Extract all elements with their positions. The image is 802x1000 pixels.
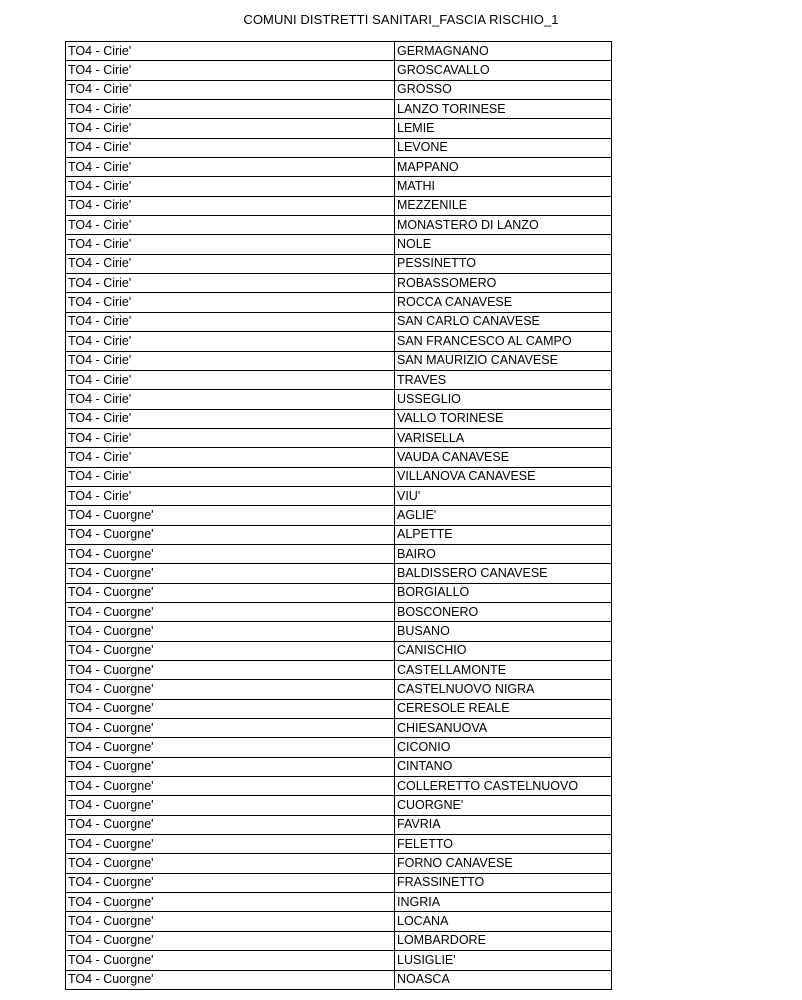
district-cell: TO4 - Cirie' bbox=[66, 409, 395, 428]
table-row bbox=[66, 235, 612, 254]
table-row bbox=[66, 409, 612, 428]
district-cell: TO4 - Cuorgne' bbox=[66, 544, 395, 563]
comune-cell: USSEGLIO bbox=[395, 390, 612, 409]
table-row bbox=[66, 351, 612, 370]
comune-cell: COLLERETTO CASTELNUOVO bbox=[395, 777, 612, 796]
district-cell: TO4 - Cirie' bbox=[66, 80, 395, 99]
district-cell: TO4 - Cirie' bbox=[66, 351, 395, 370]
table-row bbox=[66, 370, 612, 389]
comune-cell: LOCANA bbox=[395, 912, 612, 931]
comune-cell: MATHI bbox=[395, 177, 612, 196]
district-cell: TO4 - Cirie' bbox=[66, 486, 395, 505]
district-cell: TO4 - Cirie' bbox=[66, 370, 395, 389]
comune-cell: LEMIE bbox=[395, 119, 612, 138]
table-row bbox=[66, 274, 612, 293]
table-row bbox=[66, 564, 612, 583]
comune-cell: GROSCAVALLO bbox=[395, 61, 612, 80]
document-title: COMUNI DISTRETTI SANITARI_FASCIA RISCHIO_1 bbox=[243, 12, 559, 27]
table-row bbox=[66, 544, 612, 563]
table-row bbox=[66, 428, 612, 447]
district-cell: TO4 - Cirie' bbox=[66, 428, 395, 447]
district-cell: TO4 - Cuorgne' bbox=[66, 506, 395, 525]
comune-cell: TRAVES bbox=[395, 370, 612, 389]
comune-cell: AGLIE' bbox=[395, 506, 612, 525]
district-cell: TO4 - Cirie' bbox=[66, 293, 395, 312]
comune-cell: VARISELLA bbox=[395, 428, 612, 447]
table-row bbox=[66, 738, 612, 757]
district-cell: TO4 - Cuorgne' bbox=[66, 835, 395, 854]
comune-cell: PESSINETTO bbox=[395, 254, 612, 273]
table-row bbox=[66, 815, 612, 834]
table-row bbox=[66, 525, 612, 544]
district-cell: TO4 - Cirie' bbox=[66, 467, 395, 486]
comune-cell: ROBASSOMERO bbox=[395, 274, 612, 293]
district-cell: TO4 - Cirie' bbox=[66, 177, 395, 196]
table-row bbox=[66, 777, 612, 796]
table-row bbox=[66, 119, 612, 138]
district-cell: TO4 - Cuorgne' bbox=[66, 719, 395, 738]
district-cell: TO4 - Cirie' bbox=[66, 274, 395, 293]
comuni-table-body bbox=[66, 42, 612, 990]
table-row bbox=[66, 80, 612, 99]
comune-cell: FORNO CANAVESE bbox=[395, 854, 612, 873]
comune-cell: VALLO TORINESE bbox=[395, 409, 612, 428]
comuni-table bbox=[65, 41, 612, 990]
comune-cell: BOSCONERO bbox=[395, 602, 612, 621]
district-cell: TO4 - Cuorgne' bbox=[66, 873, 395, 892]
table-row bbox=[66, 138, 612, 157]
table-row bbox=[66, 699, 612, 718]
table-row bbox=[66, 486, 612, 505]
district-cell: TO4 - Cirie' bbox=[66, 138, 395, 157]
table-row bbox=[66, 196, 612, 215]
comune-cell: FAVRIA bbox=[395, 815, 612, 834]
comune-cell: SAN CARLO CANAVESE bbox=[395, 312, 612, 331]
table-row bbox=[66, 100, 612, 119]
comune-cell: CICONIO bbox=[395, 738, 612, 757]
district-cell: TO4 - Cuorgne' bbox=[66, 564, 395, 583]
comune-cell: MAPPANO bbox=[395, 158, 612, 177]
table-row bbox=[66, 177, 612, 196]
district-cell: TO4 - Cuorgne' bbox=[66, 699, 395, 718]
district-cell: TO4 - Cuorgne' bbox=[66, 854, 395, 873]
district-cell: TO4 - Cirie' bbox=[66, 312, 395, 331]
district-cell: TO4 - Cuorgne' bbox=[66, 970, 395, 989]
table-row bbox=[66, 661, 612, 680]
table-row bbox=[66, 622, 612, 641]
comune-cell: VIU' bbox=[395, 486, 612, 505]
district-cell: TO4 - Cuorgne' bbox=[66, 815, 395, 834]
district-cell: TO4 - Cuorgne' bbox=[66, 661, 395, 680]
table-row bbox=[66, 602, 612, 621]
district-cell: TO4 - Cuorgne' bbox=[66, 796, 395, 815]
table-row bbox=[66, 158, 612, 177]
table-row bbox=[66, 873, 612, 892]
comune-cell: ALPETTE bbox=[395, 525, 612, 544]
district-cell: TO4 - Cuorgne' bbox=[66, 912, 395, 931]
comune-cell: CINTANO bbox=[395, 757, 612, 776]
comune-cell: BORGIALLO bbox=[395, 583, 612, 602]
table-row bbox=[66, 293, 612, 312]
comune-cell: CANISCHIO bbox=[395, 641, 612, 660]
comune-cell: FRASSINETTO bbox=[395, 873, 612, 892]
district-cell: TO4 - Cirie' bbox=[66, 196, 395, 215]
table-row bbox=[66, 390, 612, 409]
comune-cell: CERESOLE REALE bbox=[395, 699, 612, 718]
table-row bbox=[66, 448, 612, 467]
district-cell: TO4 - Cirie' bbox=[66, 42, 395, 61]
comune-cell: ROCCA CANAVESE bbox=[395, 293, 612, 312]
comune-cell: BUSANO bbox=[395, 622, 612, 641]
district-cell: TO4 - Cuorgne' bbox=[66, 622, 395, 641]
district-cell: TO4 - Cuorgne' bbox=[66, 893, 395, 912]
comune-cell: MEZZENILE bbox=[395, 196, 612, 215]
table-row bbox=[66, 332, 612, 351]
table-row bbox=[66, 719, 612, 738]
comune-cell: GROSSO bbox=[395, 80, 612, 99]
district-cell: TO4 - Cuorgne' bbox=[66, 641, 395, 660]
comune-cell: LOMBARDORE bbox=[395, 931, 612, 950]
comune-cell: INGRIA bbox=[395, 893, 612, 912]
comune-cell: CHIESANUOVA bbox=[395, 719, 612, 738]
district-cell: TO4 - Cuorgne' bbox=[66, 757, 395, 776]
comuni-table-container bbox=[65, 41, 611, 990]
comune-cell: SAN FRANCESCO AL CAMPO bbox=[395, 332, 612, 351]
table-row bbox=[66, 757, 612, 776]
comune-cell: CASTELNUOVO NIGRA bbox=[395, 680, 612, 699]
table-row bbox=[66, 42, 612, 61]
table-row bbox=[66, 796, 612, 815]
district-cell: TO4 - Cuorgne' bbox=[66, 583, 395, 602]
district-cell: TO4 - Cirie' bbox=[66, 158, 395, 177]
table-row bbox=[66, 680, 612, 699]
district-cell: TO4 - Cirie' bbox=[66, 332, 395, 351]
comune-cell: MONASTERO DI LANZO bbox=[395, 216, 612, 235]
comune-cell: NOASCA bbox=[395, 970, 612, 989]
district-cell: TO4 - Cirie' bbox=[66, 254, 395, 273]
district-cell: TO4 - Cuorgne' bbox=[66, 525, 395, 544]
district-cell: TO4 - Cuorgne' bbox=[66, 738, 395, 757]
comune-cell: SAN MAURIZIO CANAVESE bbox=[395, 351, 612, 370]
comune-cell: CASTELLAMONTE bbox=[395, 661, 612, 680]
table-row bbox=[66, 931, 612, 950]
table-row bbox=[66, 951, 612, 970]
comune-cell: VAUDA CANAVESE bbox=[395, 448, 612, 467]
table-row bbox=[66, 912, 612, 931]
comune-cell: LUSIGLIE' bbox=[395, 951, 612, 970]
comune-cell: BAIRO bbox=[395, 544, 612, 563]
comune-cell: BALDISSERO CANAVESE bbox=[395, 564, 612, 583]
table-row bbox=[66, 854, 612, 873]
district-cell: TO4 - Cuorgne' bbox=[66, 602, 395, 621]
comune-cell: VILLANOVA CANAVESE bbox=[395, 467, 612, 486]
district-cell: TO4 - Cirie' bbox=[66, 235, 395, 254]
table-row bbox=[66, 583, 612, 602]
district-cell: TO4 - Cirie' bbox=[66, 61, 395, 80]
district-cell: TO4 - Cuorgne' bbox=[66, 680, 395, 699]
district-cell: TO4 - Cirie' bbox=[66, 119, 395, 138]
table-row bbox=[66, 467, 612, 486]
table-row bbox=[66, 641, 612, 660]
table-row bbox=[66, 254, 612, 273]
table-row bbox=[66, 61, 612, 80]
table-row bbox=[66, 506, 612, 525]
comune-cell: LANZO TORINESE bbox=[395, 100, 612, 119]
comune-cell: FELETTO bbox=[395, 835, 612, 854]
comune-cell: GERMAGNANO bbox=[395, 42, 612, 61]
table-row bbox=[66, 970, 612, 989]
table-row bbox=[66, 312, 612, 331]
table-row bbox=[66, 216, 612, 235]
district-cell: TO4 - Cirie' bbox=[66, 390, 395, 409]
district-cell: TO4 - Cuorgne' bbox=[66, 951, 395, 970]
district-cell: TO4 - Cuorgne' bbox=[66, 777, 395, 796]
comune-cell: CUORGNE' bbox=[395, 796, 612, 815]
district-cell: TO4 - Cirie' bbox=[66, 216, 395, 235]
table-row bbox=[66, 835, 612, 854]
district-cell: TO4 - Cuorgne' bbox=[66, 931, 395, 950]
district-cell: TO4 - Cirie' bbox=[66, 448, 395, 467]
comune-cell: LEVONE bbox=[395, 138, 612, 157]
table-row bbox=[66, 893, 612, 912]
comune-cell: NOLE bbox=[395, 235, 612, 254]
district-cell: TO4 - Cirie' bbox=[66, 100, 395, 119]
